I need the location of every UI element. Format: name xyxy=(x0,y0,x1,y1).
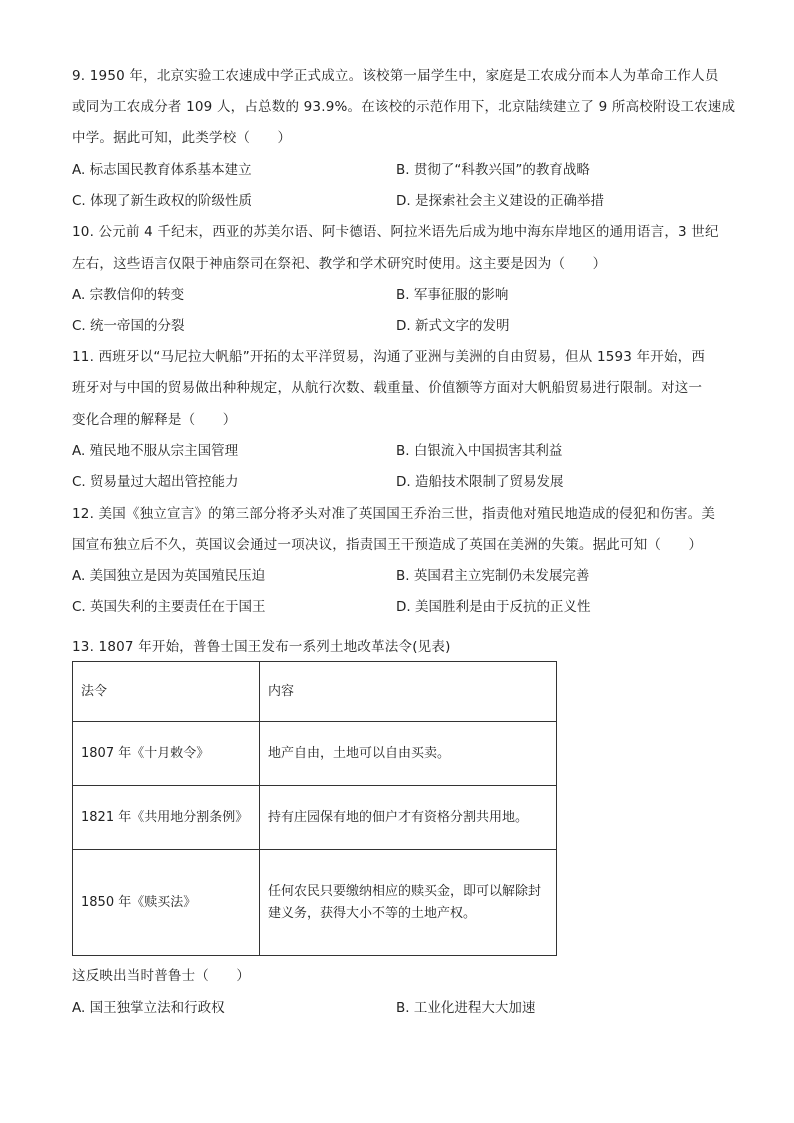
table-cell-law: 1850 年《赎买法》 xyxy=(73,850,260,956)
q11-line-1: 11. 西班牙以“马尼拉大帆船”开拓的太平洋贸易，沟通了亚洲与美洲的自由贸易，但从 1593 年开始，西 xyxy=(72,349,706,365)
q10-line-1: 10. 公元前 4 千纪末，西亚的苏美尔语、阿卡德语、阿拉米语先后成为地中海东岸地区的通用语言，3 世纪 xyxy=(72,224,719,240)
q12-line-1: 12. 美国《独立宣言》的第三部分将矛头对准了英国国王乔治三世，指责他对殖民地造成的侵犯和伤害。美 xyxy=(72,506,716,522)
q12-option-d: D. 美国胜利是由于反抗的正义性 xyxy=(396,599,591,615)
table-cell-content: 任何农民只要缴纳相应的赎买金，即可以解除封建义务，获得大小不等的土地产权。 xyxy=(260,850,557,956)
q9-option-c: C. 体现了新生政权的阶级性质 xyxy=(72,193,253,209)
q10-option-a: A. 宗教信仰的转变 xyxy=(72,287,185,303)
q9-line-2: 或同为工农成分者 109 人，占总数的 93.9%。在该校的示范作用下，北京陆续建立了 9 所高校附设工农速成 xyxy=(72,99,736,115)
table-header-law: 法令 xyxy=(73,662,260,722)
table-header-content: 内容 xyxy=(260,662,557,722)
q12-option-b: B. 英国君主立宪制仍未发展完善 xyxy=(396,568,590,584)
q10-option-c: C. 统一帝国的分裂 xyxy=(72,318,185,334)
table-header-row xyxy=(73,662,557,722)
q10-line-2: 左右，这些语言仅限于神庙祭司在祭祀、教学和学术研究时使用。这主要是因为（ ） xyxy=(72,256,607,272)
q11-option-b: B. 白银流入中国损害其利益 xyxy=(396,443,563,459)
table-row xyxy=(73,850,557,956)
table-cell-content: 持有庄园保有地的佃户才有资格分割共用地。 xyxy=(260,786,557,850)
q13-stem: 这反映出当时普鲁士（ ） xyxy=(72,968,251,984)
table-cell-law: 1821 年《共用地分割条例》 xyxy=(73,786,260,850)
q11-line-2: 班牙对与中国的贸易做出种种规定，从航行次数、载重量、价值额等方面对大帆船贸易进行限制。对这一 xyxy=(72,380,703,396)
q13-intro: 13. 1807 年开始，普鲁士国王发布一系列土地改革法令(见表) xyxy=(72,639,451,655)
table-cell-content: 地产自由，土地可以自由买卖。 xyxy=(260,722,557,786)
q12-option-a: A. 美国独立是因为英国殖民压迫 xyxy=(72,568,266,584)
q11-option-c: C. 贸易量过大超出管控能力 xyxy=(72,474,239,490)
q9-option-d: D. 是探索社会主义建设的正确举措 xyxy=(396,193,604,209)
q9-line-1: 9. 1950 年，北京实验工农速成中学正式成立。该校第一届学生中，家庭是工农成分而本人为革命工作人员 xyxy=(72,68,719,84)
q9-option-b: B. 贯彻了“科教兴国”的教育战略 xyxy=(396,162,590,178)
q11-line-3: 变化合理的解释是（ ） xyxy=(72,412,237,428)
table-row xyxy=(73,722,557,786)
land-reform-table xyxy=(72,661,557,956)
q12-line-2: 国宣布独立后不久，英国议会通过一项决议，指责国王干预造成了英国在美洲的失策。据此可知（ ） xyxy=(72,537,703,553)
q10-option-d: D. 新式文字的发明 xyxy=(396,318,510,334)
q13-option-a: A. 国王独掌立法和行政权 xyxy=(72,1000,225,1016)
q9-line-3: 中学。据此可知，此类学校（ ） xyxy=(72,130,292,146)
q11-option-d: D. 造船技术限制了贸易发展 xyxy=(396,474,564,490)
q9-option-a: A. 标志国民教育体系基本建立 xyxy=(72,162,252,178)
q11-option-a: A. 殖民地不服从宗主国管理 xyxy=(72,443,239,459)
table-cell-law: 1807 年《十月敕令》 xyxy=(73,722,260,786)
q13-option-b: B. 工业化进程大大加速 xyxy=(396,1000,536,1016)
table-row xyxy=(73,786,557,850)
q12-option-c: C. 英国失利的主要责任在于国王 xyxy=(72,599,266,615)
q10-option-b: B. 军事征服的影响 xyxy=(396,287,509,303)
